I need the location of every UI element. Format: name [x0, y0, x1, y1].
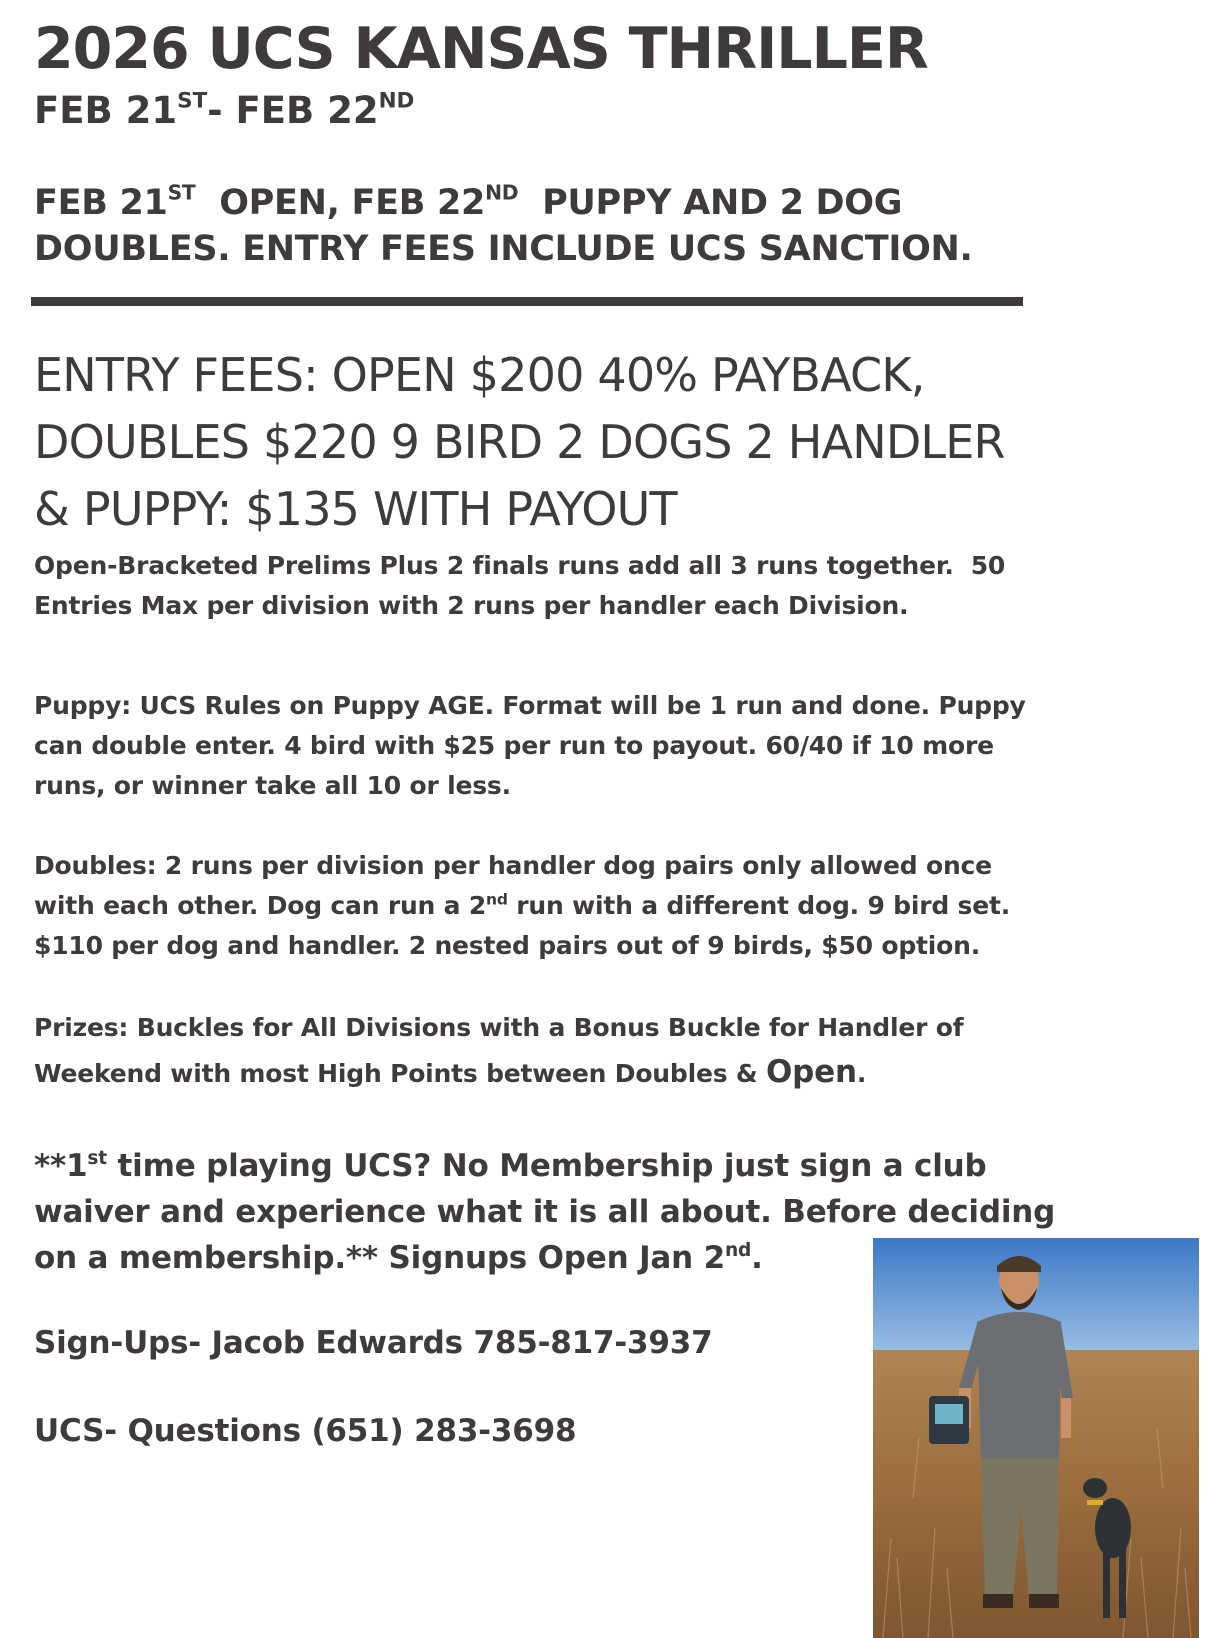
event-dates [34, 88, 414, 134]
first-time-line-3-suffix: nd [724, 1239, 752, 1261]
first-time-line-3-start: on a membership.** Signups Open Jan 2 [34, 1240, 725, 1276]
prizes-line-2-end: . [856, 1059, 867, 1088]
signups-contact: Sign-Ups- Jacob Edwards 785-817-3937 [34, 1325, 713, 1361]
doubles-rules-line-2-start: with each other. Dog can run a 2 [34, 891, 487, 920]
page-title: 2026 UCS KANSAS THRILLER [34, 16, 928, 82]
dates-end-suffix: ND [378, 88, 415, 114]
prizes-open-word: Open [766, 1054, 857, 1090]
schedule-line-1 [34, 180, 1034, 226]
puppy-rules-line-2: can double enter. 4 bird with $25 per run to payout. 60/40 if 10 more [34, 731, 994, 760]
ucs-questions-contact: UCS- Questions (651) 283-3698 [34, 1413, 577, 1449]
doubles-rules-line-2-end: run with a different dog. 9 bird set. [507, 891, 1011, 920]
prizes-line-1: Prizes: Buckles for All Divisions with a Bonus Buckle for Handler of [34, 1013, 964, 1042]
dates-start: FEB 21 [34, 89, 178, 132]
open-rules [34, 546, 1024, 626]
puppy-rules-line-3: runs, or winner take all 10 or less. [34, 771, 511, 800]
schedule-day1-suffix: ST [167, 180, 196, 205]
schedule-subheading [34, 180, 1034, 272]
schedule-line-2: DOUBLES. ENTRY FEES INCLUDE UCS SANCTION. [34, 229, 973, 269]
doubles-rules [34, 846, 1024, 966]
first-time-line-1-end: time playing UCS? No Membership just sign a club [106, 1148, 987, 1184]
section-divider [31, 297, 1023, 306]
doubles-rules-line-2 [34, 886, 1024, 926]
first-time-line-3-end: . [751, 1240, 763, 1276]
schedule-day1: FEB 21 [34, 183, 168, 223]
prizes-line-2 [34, 1050, 1024, 1096]
puppy-rules [34, 686, 1024, 806]
dates-start-suffix: ST [177, 88, 208, 114]
first-time-line-1 [34, 1143, 1024, 1189]
first-time-line-2: waiver and experience what it is all about. Before deciding [34, 1194, 1056, 1230]
entry-fees [34, 342, 1044, 543]
entry-fees-line-1: ENTRY FEES: OPEN $200 40% PAYBACK, [34, 348, 925, 402]
open-rules-line-2: Entries Max per division with 2 runs per handler each Division. [34, 591, 909, 620]
handler-with-dog-photo [873, 1238, 1199, 1638]
schedule-day2-suffix: ND [485, 180, 519, 205]
puppy-rules-line-1: Puppy: UCS Rules on Puppy AGE. Format will be 1 run and done. Puppy [34, 691, 1026, 720]
prizes-line-2-start: Weekend with most High Points between Doubles & [34, 1059, 767, 1088]
schedule-day2-event: PUPPY AND 2 DOG [518, 183, 903, 223]
first-time-line-1-suffix: st [87, 1147, 107, 1169]
entry-fees-line-3: & PUPPY: $135 WITH PAYOUT [34, 482, 677, 536]
open-rules-line-1: Open-Bracketed Prelims Plus 2 finals runs add all 3 runs together. 50 [34, 551, 1006, 580]
dates-end: - FEB 22 [207, 89, 379, 132]
doubles-rules-line-1: Doubles: 2 runs per division per handler dog pairs only allowed once [34, 851, 992, 880]
prizes [34, 1006, 1024, 1096]
schedule-day1-event: OPEN, FEB 22 [195, 183, 486, 223]
doubles-rules-line-3: $110 per dog and handler. 2 nested pairs out of 9 birds, $50 option. [34, 931, 981, 960]
first-time-line-1-start: **1 [34, 1148, 88, 1184]
entry-fees-line-2: DOUBLES $220 9 BIRD 2 DOGS 2 HANDLER [34, 415, 1005, 469]
doubles-rules-line-2-suffix: nd [486, 890, 508, 909]
